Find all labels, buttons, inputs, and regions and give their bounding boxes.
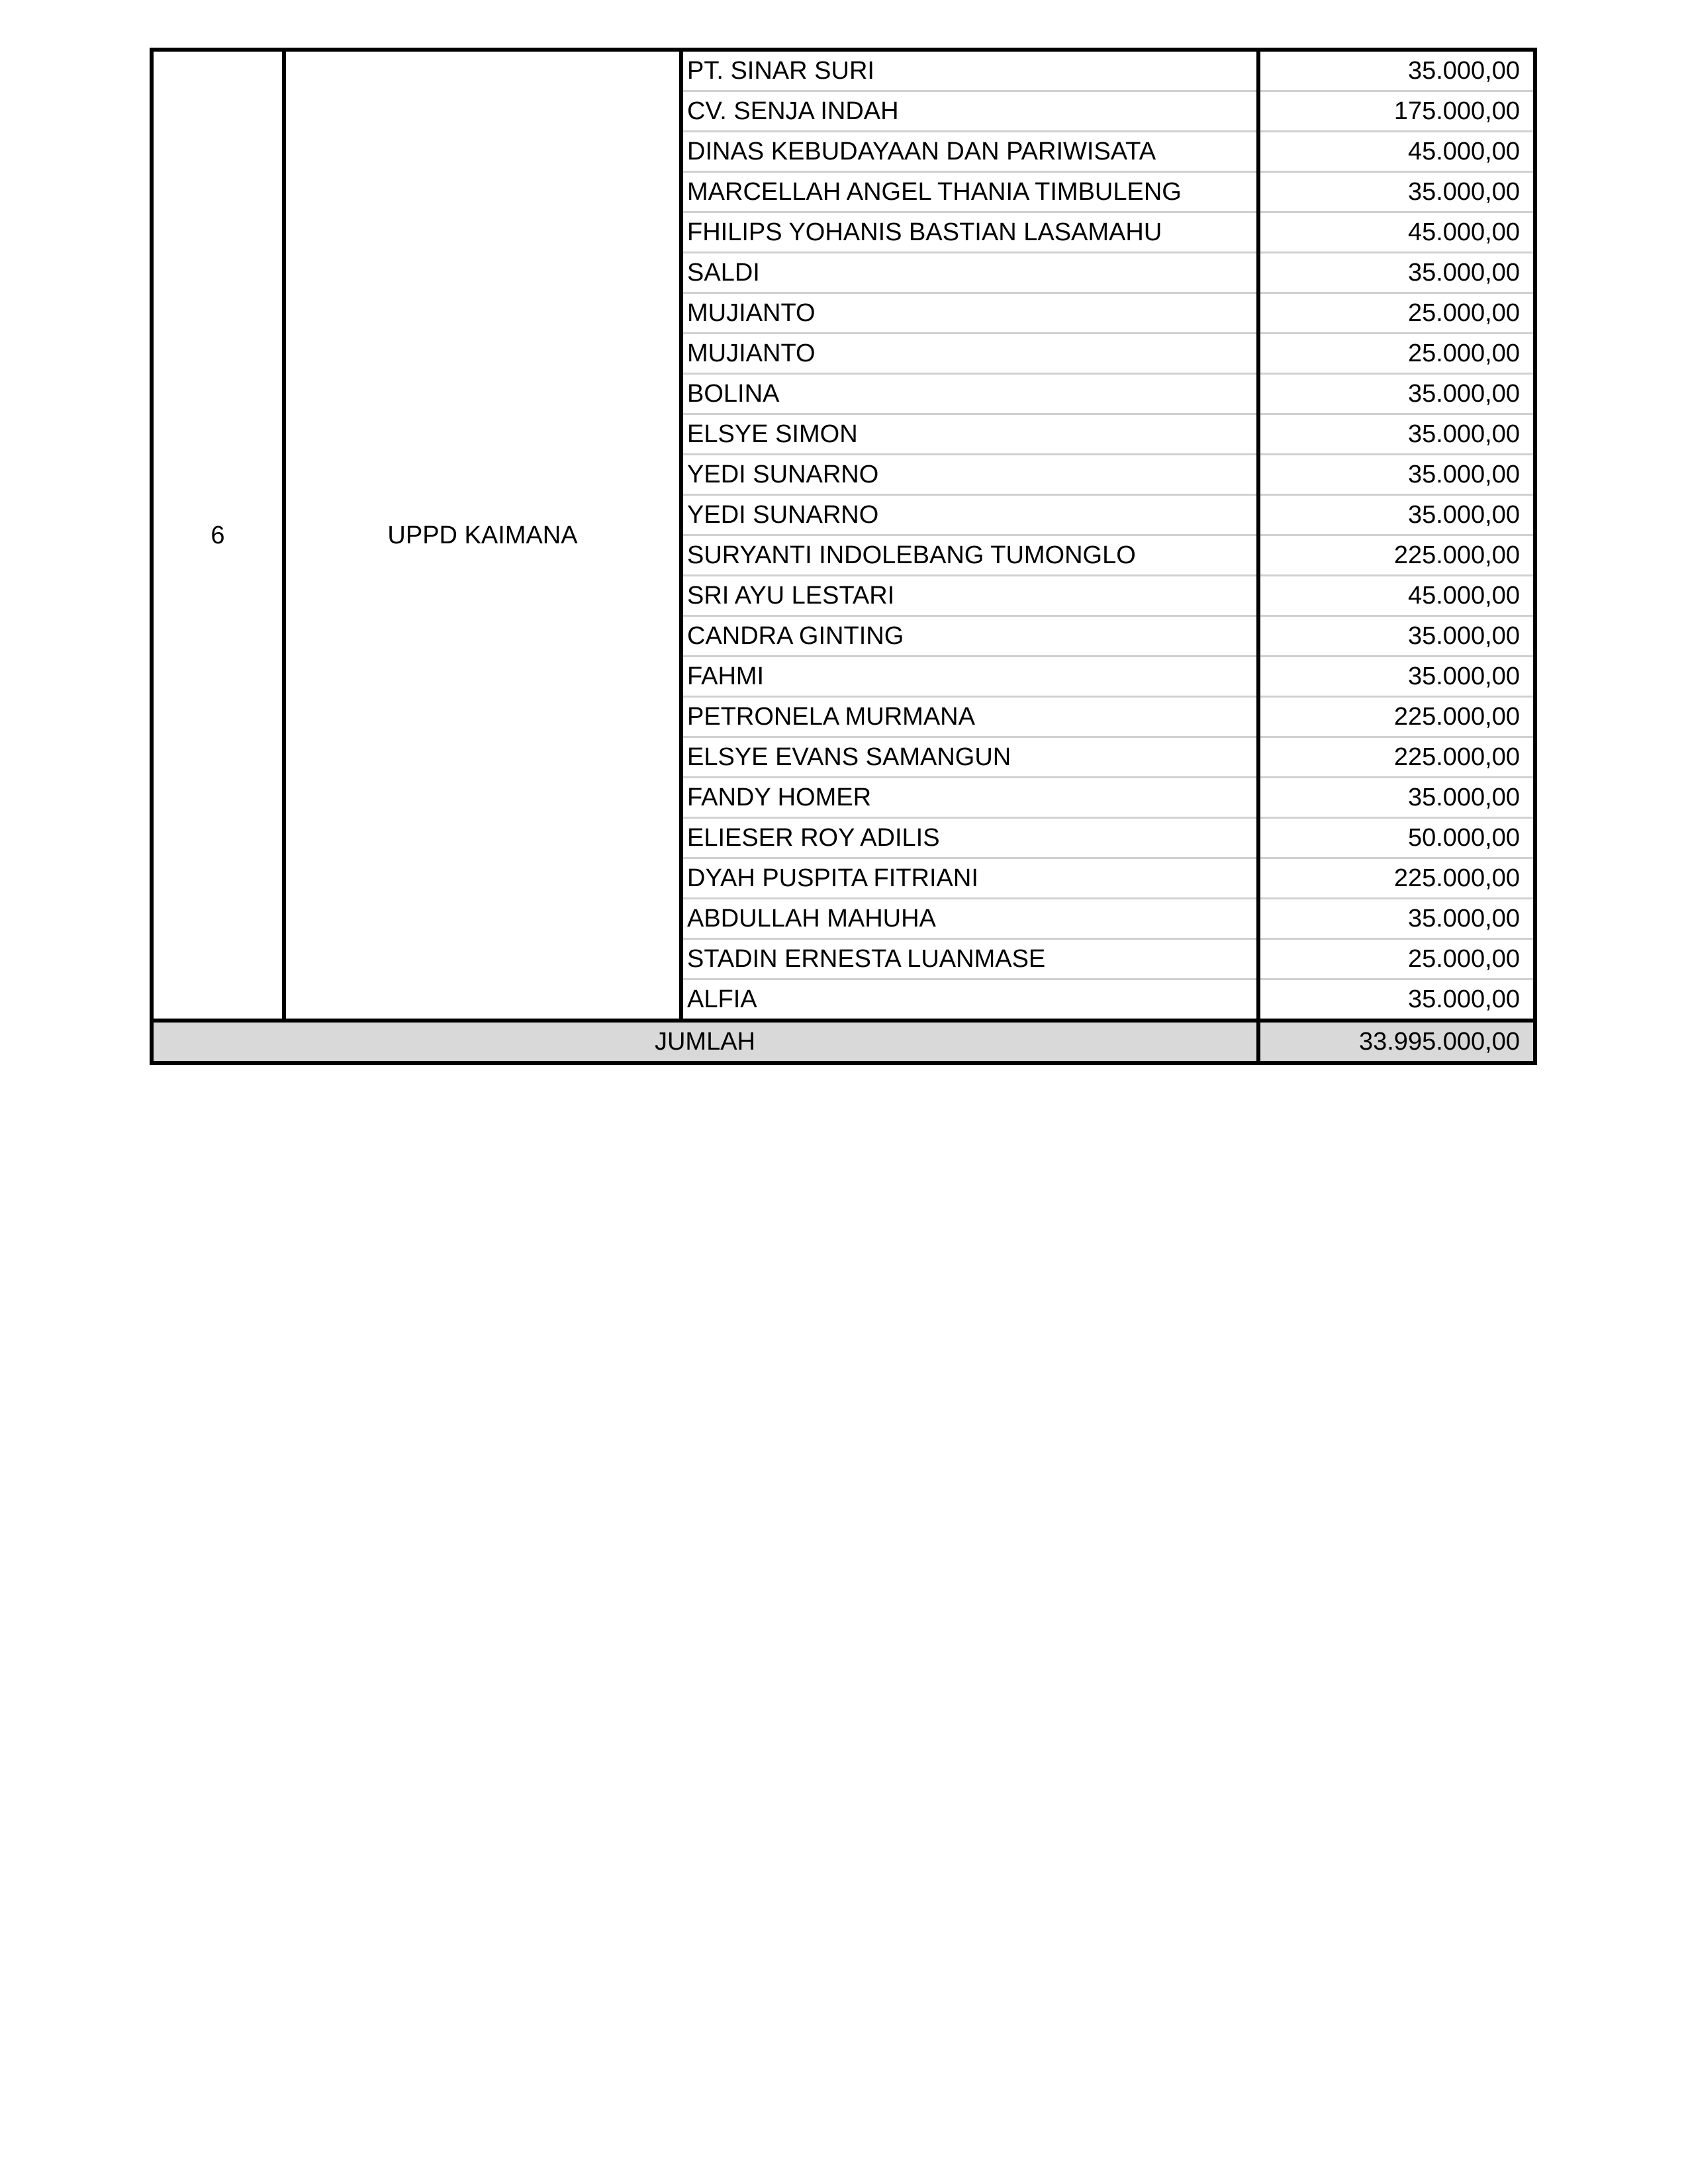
- amount-cell: 175.000,00: [1258, 91, 1535, 132]
- payer-name-cell: CANDRA GINTING: [681, 616, 1258, 657]
- amount-cell: 35.000,00: [1258, 414, 1535, 455]
- payer-name-cell: ELSYE SIMON: [681, 414, 1258, 455]
- payer-name-cell: YEDI SUNARNO: [681, 495, 1258, 535]
- total-label: JUMLAH: [152, 1021, 1258, 1063]
- amount-cell: 225.000,00: [1258, 535, 1535, 576]
- payer-name-cell: MARCELLAH ANGEL THANIA TIMBULENG: [681, 172, 1258, 212]
- amount-cell: 25.000,00: [1258, 334, 1535, 374]
- amount-cell: 35.000,00: [1258, 657, 1535, 697]
- payer-name-cell: DYAH PUSPITA FITRIANI: [681, 858, 1258, 899]
- amount-cell: 35.000,00: [1258, 374, 1535, 414]
- payment-table-body: [152, 50, 1535, 1063]
- amount-cell: 35.000,00: [1258, 616, 1535, 657]
- payer-name-cell: ALFIA: [681, 979, 1258, 1021]
- amount-cell: 225.000,00: [1258, 737, 1535, 778]
- amount-cell: 45.000,00: [1258, 576, 1535, 616]
- amount-cell: 35.000,00: [1258, 172, 1535, 212]
- payer-name-cell: ELIESER ROY ADILIS: [681, 818, 1258, 858]
- total-row: [152, 1021, 1535, 1063]
- payer-name-cell: PETRONELA MURMANA: [681, 697, 1258, 737]
- payer-name-cell: BOLINA: [681, 374, 1258, 414]
- payer-name-cell: DINAS KEBUDAYAAN DAN PARIWISATA: [681, 132, 1258, 172]
- amount-cell: 45.000,00: [1258, 132, 1535, 172]
- amount-cell: 25.000,00: [1258, 939, 1535, 979]
- payer-name-cell: FHILIPS YOHANIS BASTIAN LASAMAHU: [681, 212, 1258, 253]
- total-amount: 33.995.000,00: [1258, 1021, 1535, 1063]
- payer-name-cell: PT. SINAR SURI: [681, 50, 1258, 91]
- amount-cell: 35.000,00: [1258, 899, 1535, 939]
- amount-cell: 35.000,00: [1258, 50, 1535, 91]
- amount-cell: 25.000,00: [1258, 293, 1535, 334]
- payer-name-cell: ELSYE EVANS SAMANGUN: [681, 737, 1258, 778]
- amount-cell: 225.000,00: [1258, 697, 1535, 737]
- amount-cell: 35.000,00: [1258, 253, 1535, 293]
- payer-name-cell: SRI AYU LESTARI: [681, 576, 1258, 616]
- payer-name-cell: MUJIANTO: [681, 293, 1258, 334]
- amount-cell: 225.000,00: [1258, 858, 1535, 899]
- amount-cell: 35.000,00: [1258, 778, 1535, 818]
- payer-name-cell: FANDY HOMER: [681, 778, 1258, 818]
- payer-name-cell: CV. SENJA INDAH: [681, 91, 1258, 132]
- payer-name-cell: MUJIANTO: [681, 334, 1258, 374]
- unit-name-cell: UPPD KAIMANA: [284, 50, 681, 1021]
- payer-name-cell: ABDULLAH MAHUHA: [681, 899, 1258, 939]
- payment-table: [150, 48, 1537, 1065]
- amount-cell: 35.000,00: [1258, 455, 1535, 495]
- payer-name-cell: STADIN ERNESTA LUANMASE: [681, 939, 1258, 979]
- group-number-cell: 6: [152, 50, 284, 1021]
- table-row: [152, 50, 1535, 91]
- payer-name-cell: SALDI: [681, 253, 1258, 293]
- amount-cell: 50.000,00: [1258, 818, 1535, 858]
- amount-cell: 35.000,00: [1258, 495, 1535, 535]
- payer-name-cell: YEDI SUNARNO: [681, 455, 1258, 495]
- amount-cell: 35.000,00: [1258, 979, 1535, 1021]
- payer-name-cell: FAHMI: [681, 657, 1258, 697]
- payer-name-cell: SURYANTI INDOLEBANG TUMONGLO: [681, 535, 1258, 576]
- amount-cell: 45.000,00: [1258, 212, 1535, 253]
